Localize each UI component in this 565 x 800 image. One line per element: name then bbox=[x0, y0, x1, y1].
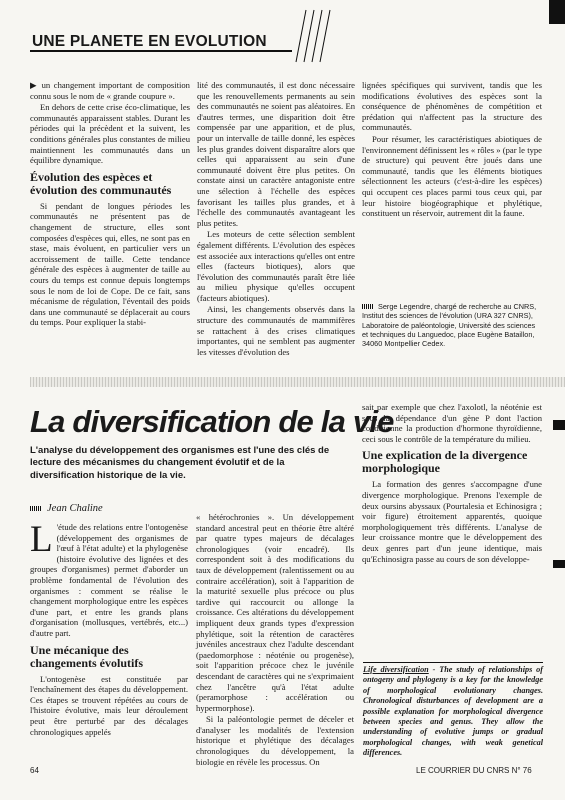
top-column-3 bbox=[362, 80, 542, 220]
section-separator bbox=[30, 377, 565, 387]
article-column-3 bbox=[362, 402, 542, 565]
section-heading: Évolution des espèces et évolution des communautés bbox=[30, 169, 172, 197]
paragraph: lité des communautés, il est donc nécessaire que les renouvellements permanents au sein des communautés ne soient pas aléatoires. En d'autres termes, une disparition doit être compensée par une apparition, et de plus, pour un intervalle de taille donné, les espèces les plus grandes doivent disparaître alors que celles qui apparaissent au sein d'une communauté doivent être plus petites. On constate ainsi un caractère antagoniste entre une sélection à l'échelle des espèces favorisant les tailles plus grandes, et à l'échelle des communautés avantageant les plus petites. bbox=[197, 80, 355, 228]
page-number: 64 bbox=[30, 766, 39, 775]
article-lead: L'analyse du développement des organismes est l'une des clés de lecture des mécanismes du changement évolutif et de la diversification historique de la vie. bbox=[30, 445, 330, 481]
paragraph: En dehors de cette crise éco-climatique, les communautés apparaissent stables. Durant les périodes qui la précèdent et la suivent, les conditions générales plus constantes de milieu maintiennent les communautés dans un équilibre dynamique. bbox=[30, 102, 190, 166]
summary-text: - The study of relationships of ontogeny and phylogeny is a key for the knowledge of morphological evolutionary changes. Chronological disturbances of development are a possible explanation for morphological divergence between species and genus. They allow the understanding of evolutive jumps or gradual morphological changes, with weak genetical differences. bbox=[363, 665, 543, 758]
corner-tab bbox=[549, 0, 565, 24]
paragraph: L 'étude des relations entre l'ontogenèse (développement des organismes de l'œuf à l'état adulte) et la phylogenèse (histoire évolutive des lignées et des groupes d'organismes) permet d'aborder un problème fondamental de l'évolution des organismes : comment se réalise le changement morphologique entre les espèces d'une part, et entre les grands plans d'organisation (mollusques, vertébrés, etc...) d'autre part. bbox=[30, 519, 188, 638]
paragraph: sait par exemple que chez l'axolotl, la néoténie est sous la dépendance d'un gène P dont l'action conditionne la production d'hormone thyroïdienne, ceci sous le contrôle de la température du milieu. bbox=[362, 402, 542, 444]
byline bbox=[30, 503, 103, 514]
banner-slash-decoration bbox=[292, 8, 332, 64]
continuation-arrow-icon: ▶ bbox=[30, 80, 42, 90]
drop-cap: L bbox=[30, 519, 53, 560]
article-title: La diversification de la vie bbox=[30, 404, 394, 439]
margin-mark bbox=[553, 560, 565, 568]
english-summary bbox=[363, 662, 543, 759]
credit-marker-icon bbox=[362, 304, 374, 309]
author-credit: Serge Legendre, chargé de recherche au CNRS, Institut des sciences de l'évolution (URA 327 CNRS), Laboratoire de paléontologie, Université des sciences et techniques du Languedoc, place Eugène Bataillon, 34060 Montpellier Cedex. bbox=[362, 302, 537, 349]
paragraph: L'ontogenèse est constituée par l'enchaînement des étapes du développement. Ces étapes se trouvent répétées au cours de l'histoire évolutive, mais leur déroulement peut être perturbé par des décalages chronologiques appelés bbox=[30, 673, 188, 737]
paragraph: Pour résumer, les caractéristiques abiotiques de l'environnement définissent les « rôles » (par le type de structure) qui peuvent être joués dans une communauté, tandis que les éléments biotiques sélectionnent les acteurs (c'est-à-dire les espèces) qui occupent ces places parmi tous ceux qui, par leur histoire biogéographique et phylétique, constituent un réservoir, autrement dit la faune. bbox=[362, 133, 542, 219]
article-column-2 bbox=[196, 512, 354, 768]
section-heading: Une mécanique des changements évolutifs bbox=[30, 642, 143, 670]
paragraph: lignées spécifiques qui survivent, tandis que les modifications évolutives des espèces sont la conséquence de phénomènes de compétition et prédation qui n'affectent pas la structure des communautés. bbox=[362, 80, 542, 133]
paragraph: Les moteurs de cette sélection semblent également différents. L'évolution des espèces est associée aux interactions qu'elles ont entre elles (facteurs biotiques), alors que l'évolution des communautés paraît être liée au milieu physique qu'elles occupent (facteurs abiotiques). bbox=[197, 229, 355, 303]
author-name: Jean Chaline bbox=[47, 503, 103, 514]
paragraph: ▶ un changement important de composition connu sous le nom de « grande coupure ». bbox=[30, 80, 190, 101]
paragraph: Ainsi, les changements observés dans la structure des communautés de mammifères se rattachent à des crises climatiques importantes, qui ne semblent pas augmenter les vitesses d'évolution des bbox=[197, 304, 355, 357]
margin-mark bbox=[553, 420, 565, 430]
top-column-1 bbox=[30, 80, 190, 329]
publication-name: LE COURRIER DU CNRS N° 76 bbox=[416, 766, 532, 775]
paragraph: La formation des genres s'accompagne d'une divergence morphologique. Prenons l'exemple de deux oursins abyssaux (Pourtalesia et Echinosigra ; voir figure) étroitement apparentés, quoique morphologiquement très différents. L'analyse de leur croissance montre que le développement des deux genres part d'un jeune identique, mais qu'Echinosigra passe au cours de son développe- bbox=[362, 479, 542, 564]
article-column-1 bbox=[30, 519, 188, 738]
summary-label: Life diversification bbox=[363, 665, 429, 674]
top-column-2 bbox=[197, 80, 355, 358]
paragraph: Si pendant de longues périodes les communautés ne présentent pas de changement de structure, elles sont composées d'espèces qui, elles, ne sont pas en stase, mais évoluent, en particulier vers un accroissement de taille. Cette tendance générale des espèces à augmenter de taille au cours du temps est connue depuis longtemps sous le nom de loi de Cope. De ce fait, sans mécanisme de régulation, l'éventail des poids dans une communauté se déplacerait au cours du temps. Pour expliquer la stabi- bbox=[30, 200, 190, 328]
banner-title: UNE PLANETE EN EVOLUTION bbox=[32, 33, 267, 50]
paragraph: « hétérochronies ». Un développement standard ancestral peut en théorie être altéré par quatre types majeurs de décalages chronologiques (voir encadré). Ils correspondent soit à des modifications du taux de développement (ralentissement ou au contraire accélération), soit à l'apparition de la maturité sexuelle plus précoce ou plus tardive qui raccourcit ou allonge la croissance. Ces altérations du développement impliquent deux grands types d'expression phylétique, soit la rétention de caractères juvéniles ancestraux chez l'adulte descendant (paedomorphose : néoténie ou progenèse), soit l'apparition précoce chez le juvénile descendant de caractères qui ne s'exprimaient chez l'ancêtre qu'à l'état adulte (peramorphose : accélération ou hypermorphose). bbox=[196, 512, 354, 713]
paragraph: Si la paléontologie permet de déceler et d'analyser les modalités de l'extension historique et phylétique des décalages chronologiques du développement, la biologie en révèle les processus. On bbox=[196, 714, 354, 767]
section-banner bbox=[32, 30, 294, 56]
byline-marker-icon bbox=[30, 506, 42, 511]
section-heading: Une explication de la divergence morphologique bbox=[362, 448, 528, 476]
